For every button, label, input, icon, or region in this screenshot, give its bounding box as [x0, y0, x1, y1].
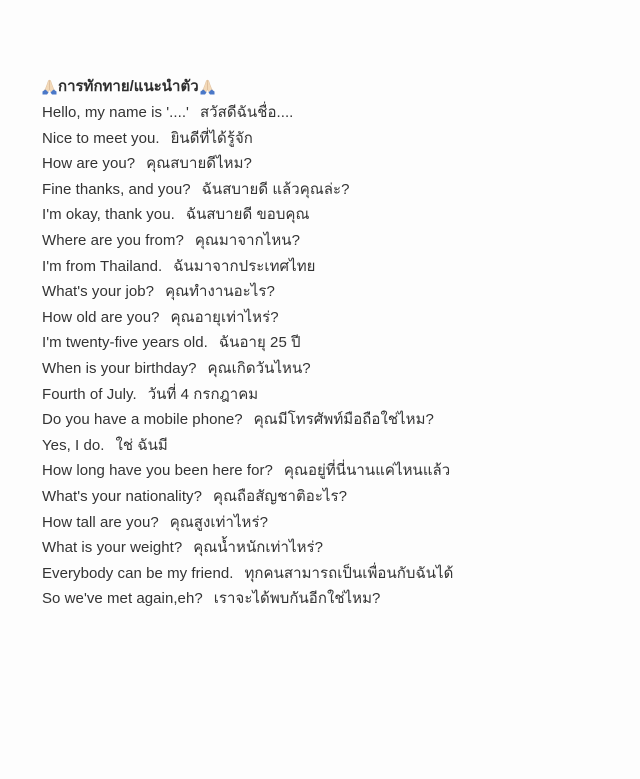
english-phrase: What's your job? — [42, 283, 155, 301]
thai-translation: คุณเกิดวันไหน? — [207, 359, 311, 377]
phrase-row — [42, 305, 620, 331]
thai-translation: คุณมีโทรศัพท์มือถือใช่ไหม? — [253, 411, 434, 429]
phrase-row — [42, 561, 620, 587]
english-phrase: How tall are you? — [42, 513, 159, 531]
phrase-row — [42, 407, 620, 433]
phrase-row — [42, 356, 620, 382]
thai-translation: เราจะได้พบกันอีกใช่ไหม? — [213, 590, 381, 608]
english-phrase: Nice to meet you. — [42, 129, 160, 147]
phrase-row — [42, 330, 620, 356]
english-phrase: Where are you from? — [42, 231, 184, 249]
english-phrase: When is your birthday? — [42, 359, 197, 377]
phrase-row — [42, 126, 620, 152]
english-phrase: What's your nationality? — [42, 487, 202, 505]
english-phrase: Yes, I do. — [42, 436, 105, 454]
thai-translation: ทุกคนสามารถเป็นเพื่อนกับฉันได้ — [244, 564, 454, 582]
title-text: การทักทาย/แนะนำตัว — [58, 78, 199, 95]
thai-translation: คุณมาจากไหน? — [194, 231, 300, 249]
phrase-row — [42, 100, 620, 126]
thai-translation: คุณถือสัญชาติอะไร? — [212, 487, 348, 505]
english-phrase: Everybody can be my friend. — [42, 564, 234, 582]
english-phrase: Fourth of July. — [42, 385, 137, 403]
phrase-row — [42, 382, 620, 408]
thai-translation: คุณอายุเท่าไหร่? — [170, 308, 279, 326]
phrase-row — [42, 433, 620, 459]
thai-translation: คุณสูงเท่าไหร่? — [169, 513, 268, 531]
phrase-row — [42, 202, 620, 228]
phrase-row — [42, 484, 620, 510]
phrase-row — [42, 254, 620, 280]
thai-translation: สวัสดีฉันชื่อ.... — [199, 104, 294, 121]
folded-hands-icon — [42, 79, 57, 95]
phrase-row — [42, 535, 620, 561]
thai-translation: ยินดีที่ได้รู้จัก — [170, 129, 253, 147]
thai-translation: ฉันอายุ 25 ปี — [218, 334, 301, 352]
phrase-row — [42, 228, 620, 254]
phrase-row — [42, 151, 620, 177]
english-phrase: How are you? — [42, 155, 136, 173]
english-phrase: What is your weight? — [42, 539, 183, 557]
english-phrase: I'm twenty-five years old. — [42, 334, 208, 352]
thai-translation: คุณสบายดีไหม? — [146, 155, 252, 173]
phrase-document — [42, 74, 620, 612]
english-phrase: I'm from Thailand. — [42, 257, 163, 275]
thai-translation: ฉันมาจากประเทศไทย — [173, 257, 316, 275]
phrase-list — [42, 100, 620, 612]
folded-hands-icon — [200, 79, 215, 95]
english-phrase: Do you have a mobile phone? — [42, 411, 243, 429]
phrase-row — [42, 177, 620, 203]
thai-translation: ใช่ ฉันมี — [115, 436, 168, 454]
thai-translation: วันที่ 4 กรกฎาคม — [147, 385, 259, 403]
thai-translation: ฉันสบายดี ขอบคุณ — [185, 206, 310, 224]
english-phrase: How old are you? — [42, 308, 160, 326]
phrase-row — [42, 510, 620, 536]
english-phrase: I'm okay, thank you. — [42, 206, 175, 224]
english-phrase: So we've met again,eh? — [42, 590, 203, 608]
thai-translation: คุณทำงานอะไร? — [165, 283, 275, 301]
thai-translation: คุณอยู่ที่นี่นานแค่ไหนแล้ว — [283, 462, 451, 480]
phrase-row — [42, 458, 620, 484]
section-title — [42, 74, 620, 100]
english-phrase: Fine thanks, and you? — [42, 180, 191, 198]
english-phrase: How long have you been here for? — [42, 462, 273, 480]
phrase-row — [42, 586, 620, 612]
thai-translation: ฉันสบายดี แล้วคุณล่ะ? — [201, 180, 350, 198]
phrase-row — [42, 279, 620, 305]
english-phrase: Hello, my name is '....' — [42, 104, 189, 121]
thai-translation: คุณน้ำหนักเท่าไหร่? — [193, 539, 324, 557]
